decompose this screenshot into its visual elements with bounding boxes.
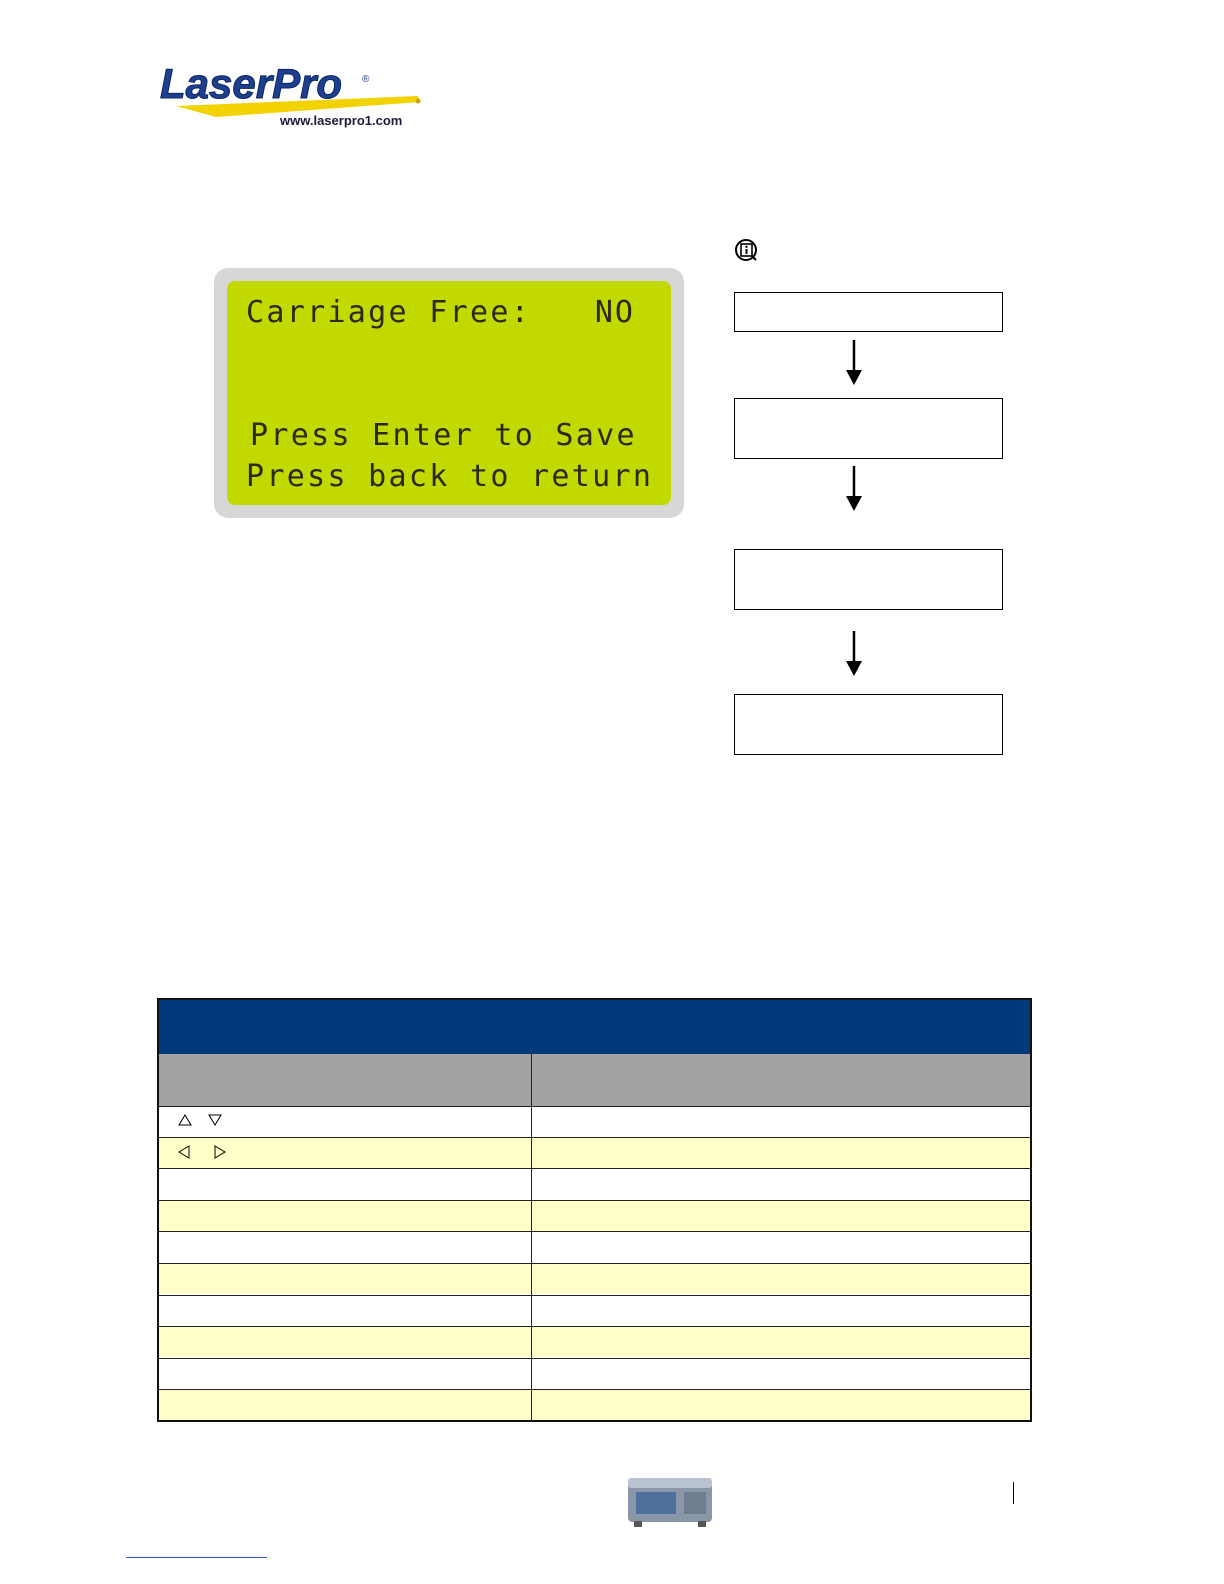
page-number-divider [1013,1482,1014,1504]
lcd-line-1-value: NO [594,295,635,330]
logo-wordmark: LaserPro [160,62,343,107]
table-row [159,1106,1030,1137]
table-row [159,1326,1030,1357]
table-header-function [532,1054,1030,1106]
arrow-down-icon [843,340,865,386]
laser-machine-image [624,1474,716,1528]
flow-step-2 [734,398,1003,459]
lcd-line-1-label: Carriage Free: [246,295,532,330]
table-row [159,1168,1030,1199]
table-row [159,1231,1030,1262]
lcd-line-3: Press Enter to Save [250,418,637,453]
triangle-right-icon [213,1144,227,1160]
footer-rule [126,1557,267,1558]
table-row [159,1137,1030,1168]
registered-mark: ® [362,74,370,85]
lcd-screen [227,281,671,505]
info-icon [734,238,760,264]
table-row [159,1200,1030,1231]
flow-step-1 [734,292,1003,332]
table-row [159,1263,1030,1294]
table-row [159,1358,1030,1389]
table-header-key [159,1054,532,1106]
table-row [159,1295,1030,1326]
key-function-table [157,998,1032,1422]
table-column-divider [531,1054,532,1422]
flow-step-4 [734,694,1003,755]
logo-url: www.laserpro1.com [280,113,403,128]
table-row [159,1389,1030,1420]
table-title-row [159,1000,1030,1054]
triangle-up-icon [177,1113,193,1127]
arrow-down-icon [843,631,865,677]
triangle-down-icon [207,1113,223,1127]
lcd-panel [214,268,684,518]
triangle-left-icon [177,1144,191,1160]
lcd-line-4: Press back to return [246,459,654,494]
laserpro-logo [156,62,428,132]
arrow-down-icon [843,466,865,512]
flow-step-3 [734,549,1003,610]
